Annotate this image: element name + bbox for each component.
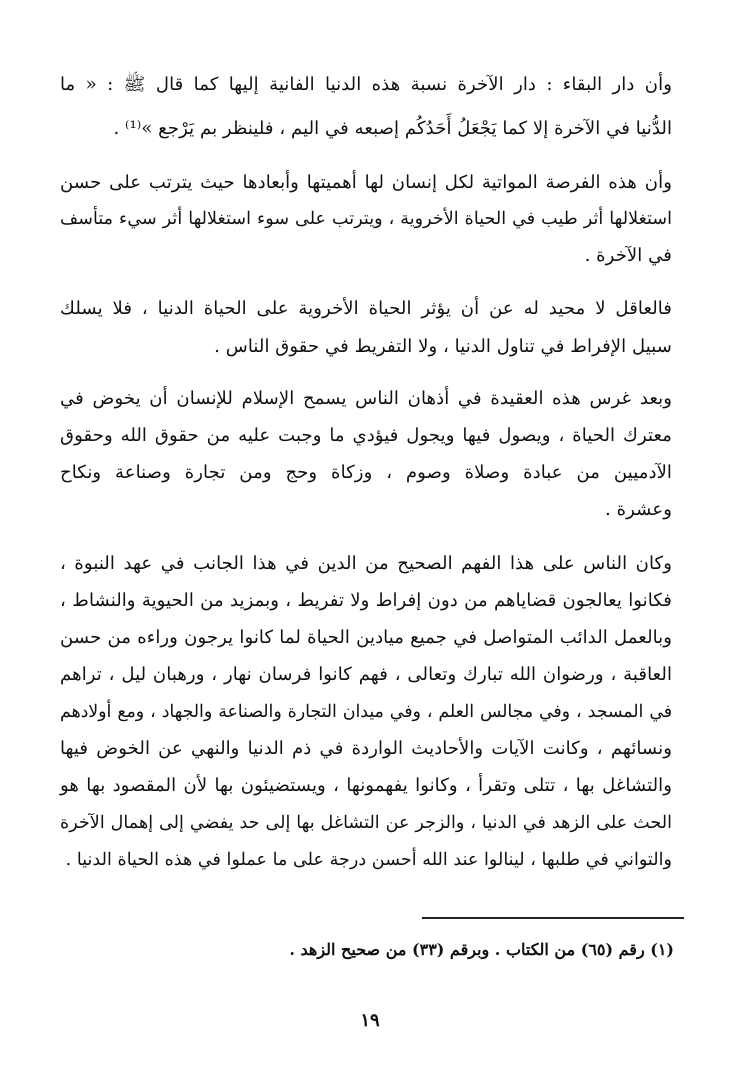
text-line: في الآخرة .: [584, 245, 672, 266]
text-line: معترك الحياة ، ويصول فيها ويجول فيؤدي ما وجبت عليه من حقوق الله وحقوق: [60, 425, 672, 446]
text-line: في المسجد ، وفي مجالس العلم ، وفي ميدان التجارة والصناعة والجهاد ، ومع أولادهم: [60, 702, 672, 722]
footnote: (١) رقم (٦٥) من الكتاب . وبرقم (٣٣) من صحيح الزهد .: [289, 940, 674, 959]
text-line: وبعد غرس هذه العقيدة في أذهان الناس يسمح الإسلام للإنسان أن يخوض في: [60, 388, 672, 409]
footnote-separator: [422, 917, 684, 919]
text-line: والتشاغل بها ، تتلى وتقرأ ، وكانوا يفهمونها ، ويستضيئون بها لأن المقصود بها هو: [60, 775, 672, 796]
text-line: وأن دار البقاء : دار الآخرة نسبة هذه الدنيا الفانية إليها كما قال ﷺ : « ما: [60, 74, 672, 95]
text-line: وأن هذه الفرصة المواتية لكل إنسان لها أهميتها وأبعادها حيث يترتب على حسن: [60, 172, 672, 193]
text-line: فالعاقل لا محيد له عن أن يؤثر الحياة الأخروية على الحياة الدنيا ، فلا يسلك: [60, 298, 672, 319]
text-line: والتواني في طلبها ، لينالوا عند الله أحسن درجة على ما عملوا في هذه الحياة الدنيا .: [65, 850, 672, 870]
text-line: ونسائهم ، وكانت الآيات والأحاديث الواردة في ذم الدنيا والنهي عن الخوض فيها: [60, 738, 672, 759]
text-line: العاقبة ، ورضوان الله تبارك وتعالى ، فهم كانوا فرسان نهار ، ورهبان ليل ، تراهم: [60, 664, 672, 685]
text-line: استغلالها أثر طيب في الحياة الأخروية ، ويترتب على سوء استغلالها أثر سيء متأسف: [60, 209, 672, 229]
text-line: الحث على الزهد في الدنيا ، والزجر عن التشاغل بها إلى حد يفضي إلى إهمال الآخرة: [60, 813, 672, 833]
text-line: الدُّنيا في الآخرة إلا كما يَجْعَلُ أَحَدُكُم إصبعه في اليم ، فلينظر بم يَرْجع »⁽¹⁾ .: [113, 118, 672, 139]
text-line: فكانوا يعالجون قضاياهم من دون إفراط ولا تفريط ، وبمزيد من الحيوية والنشاط ،: [60, 590, 672, 611]
text-line: وعشرة .: [605, 499, 672, 520]
text-line: سبيل الإفراط في تناول الدنيا ، ولا التفريط في حقوق الناس .: [214, 336, 672, 357]
text-line: الآدميين من عبادة وصلاة وصوم ، وزكاة وحج ومن تجارة وصناعة ونكاح: [60, 462, 672, 483]
page-number: ١٩: [360, 1010, 380, 1031]
text-line: وكان الناس على هذا الفهم الصحيح من الدين في هذا الجانب في عهد النبوة ،: [60, 553, 672, 574]
text-line: وبالعمل الدائب المتواصل في جميع ميادين الحياة لما كانوا يرجون وراءه من حسن: [60, 627, 672, 648]
